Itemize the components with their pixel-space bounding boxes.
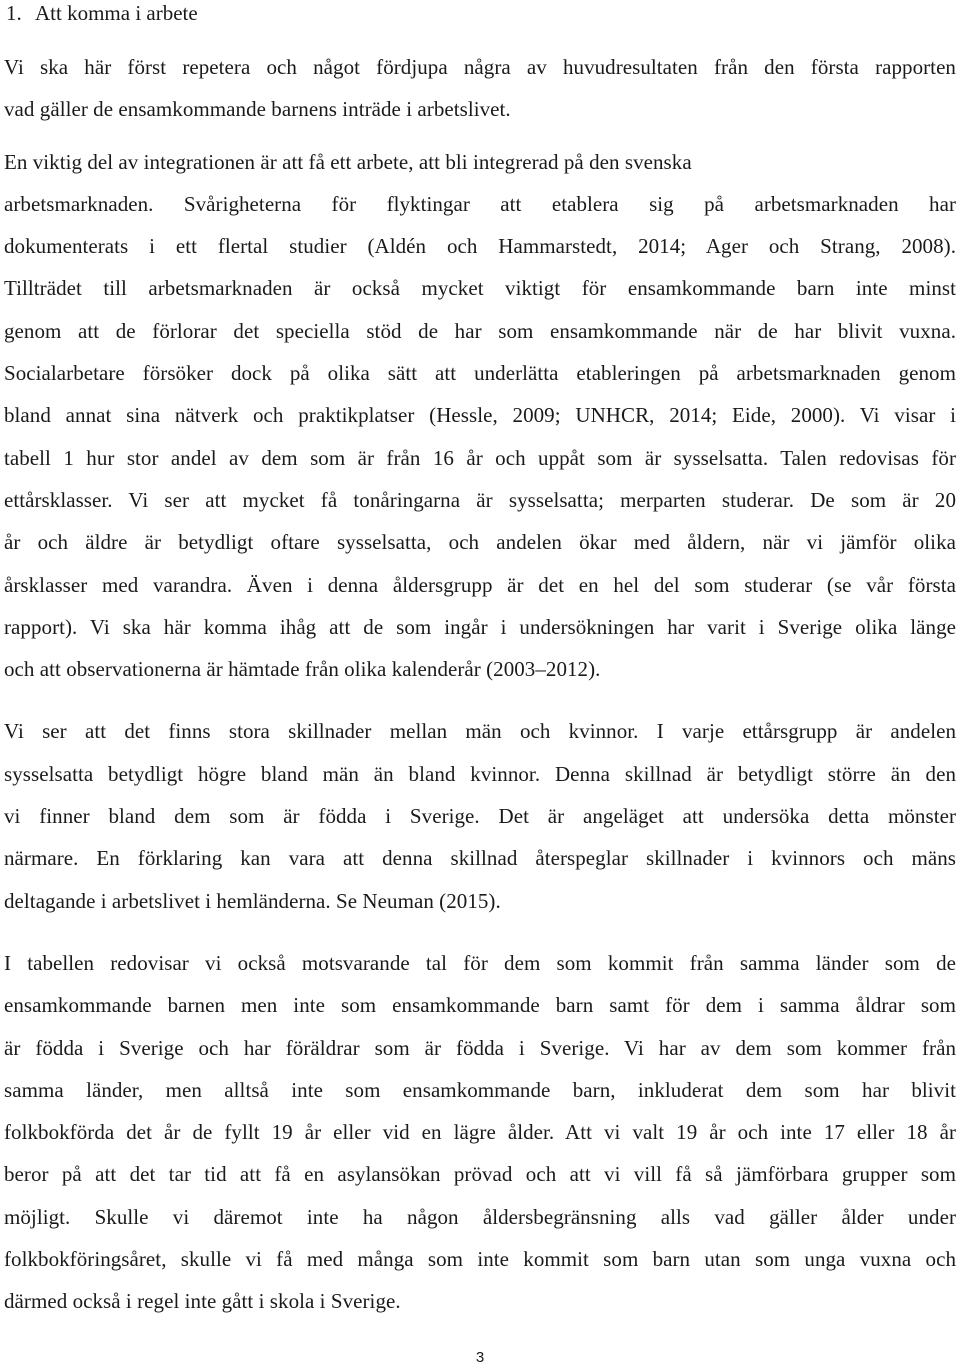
paragraph-integration <box>4 141 956 691</box>
paragraph-line: vad gäller de ensamkommande barnens inträde i arbetslivet. <box>4 97 511 122</box>
paragraph-line: I tabellen redovisar vi också motsvarande tal för dem som kommit från samma länder som de <box>4 950 956 975</box>
paragraph-line: dokumenterats i ett flertal studier (Aldén och Hammarstedt, 2014; Ager och Strang, 2008). <box>4 234 956 259</box>
paragraph-line: vi finner bland dem som är födda i Sverige. Det är angeläget att undersöka detta mönster <box>4 804 956 829</box>
paragraph-line: Vi ska här först repetera och något fördjupa några av huvudresultaten från den första rapporten <box>4 55 956 79</box>
paragraph-line: Socialarbetare försöker dock på olika sätt att underlätta etableringen på arbetsmarknaden genom <box>4 361 956 386</box>
paragraph-line: är födda i Sverige och har föräldrar som är födda i Sverige. Vi har av dem som kommer från <box>4 1035 956 1060</box>
section-title: Att komma i arbete <box>35 1 198 25</box>
paragraph-line: genom att de förlorar det speciella stöd de har som ensamkommande när de har blivit vuxna. <box>4 318 956 343</box>
paragraph-line: möjligt. Skulle vi däremot inte ha någon åldersbegränsning alls vad gäller ålder under <box>4 1204 956 1229</box>
paragraph-line: arbetsmarknaden. Svårigheterna för flyktingar att etablera sig på arbetsmarknaden har <box>4 191 956 216</box>
paragraph-line: bland annat sina nätverk och praktikplatser (Hessle, 2009; UNHCR, 2014; Eide, 2000). Vi visar i <box>4 403 956 428</box>
paragraph-line: samma länder, men alltså inte som ensamkommande barn, inkluderat dem som har blivit <box>4 1077 956 1102</box>
paragraph-line: folkbokföringsåret, skulle vi få med många som inte kommit som barn utan som unga vuxna och <box>4 1247 956 1272</box>
paragraph-intro <box>4 46 956 131</box>
paragraph-line: beror på att det tar tid att få en asylansökan prövad och att vi vill få så jämförbara grupper som <box>4 1162 956 1187</box>
paragraph-line: rapport). Vi ska här komma ihåg att de som ingår i undersökningen har varit i Sverige olika länge <box>4 614 956 639</box>
paragraph-line: därmed också i regel inte gått i skola i Sverige. <box>4 1289 401 1314</box>
paragraph-line: deltagande i arbetslivet i hemländerna. Se Neuman (2015). <box>4 888 501 913</box>
paragraph-line: sysselsatta betydligt högre bland män än bland kvinnor. Denna skillnad är betydligt större än den <box>4 761 956 786</box>
paragraph-line: närmare. En förklaring kan vara att denna skillnad återspeglar skillnader i kvinnors och mäns <box>4 846 956 871</box>
paragraph-gender-differences <box>4 710 956 921</box>
paragraph-line: Vi ser att det finns stora skillnader mellan män och kvinnor. I varje ettårsgrupp är andelen <box>4 719 956 744</box>
paragraph-line: En viktig del av integrationen är att få ett arbete, att bli integrerad på den svenska <box>4 149 692 174</box>
paragraph-line: ettårsklasser. Vi ser att mycket få tonåringarna är sysselsatta; merparten studerar. De som är 20 <box>4 487 956 512</box>
paragraph-line: folkbokförda det år de fyllt 19 år eller vid en lägre ålder. Att vi valt 19 år och inte 17 eller 18 år <box>4 1120 956 1145</box>
paragraph-comparison-groups <box>4 942 956 1323</box>
paragraph-line: Tillträdet till arbetsmarknaden är också mycket viktigt för ensamkommande barn inte minst <box>4 276 956 301</box>
paragraph-line: ensamkommande barnen men inte som ensamkommande barn samt för dem i samma åldrar som <box>4 993 956 1018</box>
page-number: 3 <box>475 1349 485 1366</box>
paragraph-line: och att observationerna är hämtade från olika kalenderår (2003–2012). <box>4 657 601 682</box>
document-page <box>4 0 956 1323</box>
paragraph-line: år och äldre är betydligt oftare sysselsatta, och andelen ökar med åldern, när vi jämför olika <box>4 530 956 555</box>
section-number: 1. <box>6 1 22 25</box>
paragraph-line: årsklasser med varandra. Även i denna åldersgrupp är det en hel del som studerar (se vår första <box>4 572 956 597</box>
paragraph-line: tabell 1 hur stor andel av dem som är från 16 år och uppåt som är sysselsatta. Talen redovisas för <box>4 445 956 470</box>
section-heading <box>4 0 956 26</box>
